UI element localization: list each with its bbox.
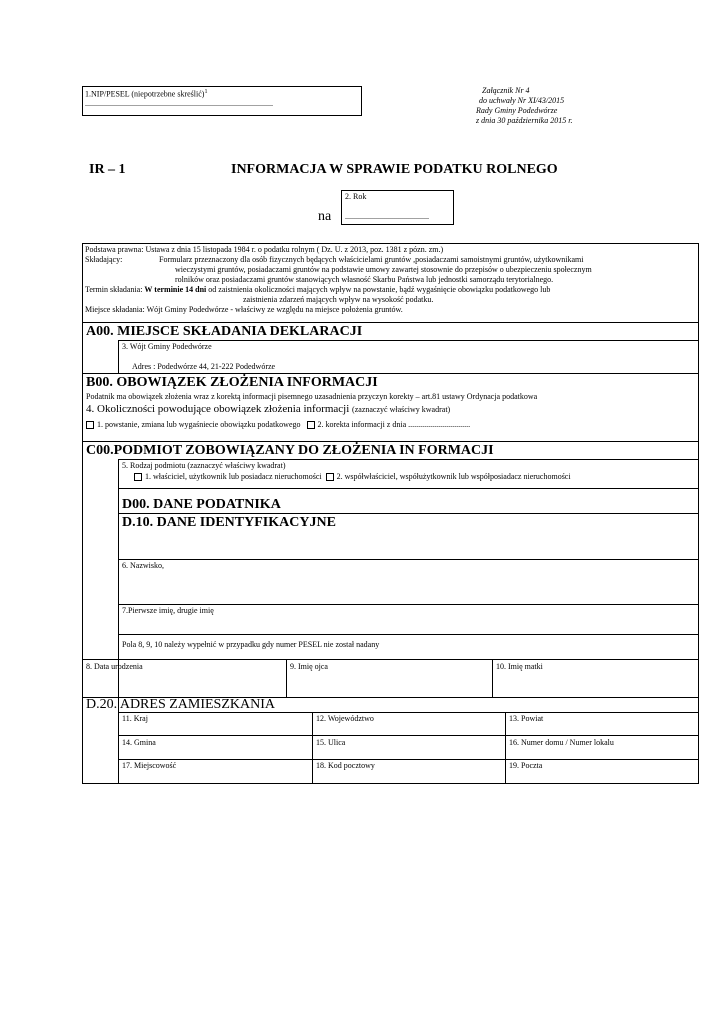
a00-indent-line (118, 340, 119, 373)
na-label: na (318, 209, 332, 224)
nip-pesel-label (85, 87, 207, 100)
option-co-owner: 2. współwłaściciel, współużytkownik lub współposiadacz nieruchomości (336, 472, 571, 481)
legal-basis-label: Podstawa prawna: (85, 245, 144, 254)
year-label: 2. Rok (345, 192, 367, 201)
checkbox-co-owner[interactable] (326, 473, 334, 481)
d20-divider-2 (505, 712, 506, 784)
intro-section (85, 245, 695, 315)
a00-top-line (82, 322, 699, 323)
legal-basis (85, 245, 695, 255)
annex-line-1: Załącznik Nr 4 (482, 86, 530, 95)
b00-field-4-hint: (zaznaczyć właściwy kwadrat) (352, 405, 451, 414)
nip-footnote-mark: 1 (204, 89, 208, 95)
submitter (85, 255, 695, 265)
year-field[interactable]: .......................................... (345, 212, 429, 221)
field-17-locality[interactable]: 17. Miejscowość (122, 761, 177, 770)
b00-options (86, 420, 470, 430)
deadline-text-2: zaistnienia zdarzeń mających wpływ na wysokość podatku. (243, 295, 434, 304)
nip-pesel-label-text: 1.NIP/PESEL (niepotrzebne skreślić) (85, 89, 205, 99)
form-code: IR – 1 (89, 162, 126, 177)
b00-field-4-label: 4. Okoliczności powodujące obowiązek złożenia informacji (86, 403, 350, 415)
annex-line-2: do uchwały Nr XI/43/2015 (479, 96, 565, 105)
field-10-mother-name[interactable]: 10. Imię matki (496, 662, 543, 671)
place-text: Wójt Gminy Podedwórze - właściwy ze względu na miejsce położenia gruntów. (146, 305, 403, 314)
submitter-line-1: Formularz przeznaczony dla osób fizycznych będących właścicielami gruntów ,posiadaczami samoistnymi gruntów, użytkownikami (159, 255, 584, 264)
b00-title: B00. OBOWIĄZEK ZŁOŻENIA INFORMACJI (86, 375, 378, 390)
a00-field-line (118, 340, 699, 341)
d10-title: D.10. DANE IDENTYFIKACYJNE (122, 515, 336, 530)
field-13-county[interactable]: 13. Powiat (509, 714, 544, 723)
place (85, 305, 695, 315)
field-6-surname[interactable]: 6. Nazwisko, (122, 561, 164, 570)
c00-title: C00.PODMIOT ZOBOWIĄZANY DO ZŁOŻENIA IN FORMACJI (86, 443, 494, 458)
a00-title: A00. MIEJSCE SKŁADANIA DEKLARACJI (86, 324, 363, 339)
field-8-birth-date[interactable]: 8. Data urodzenia (86, 662, 143, 671)
d20-title: D.20. ADRES ZAMIESZKANIA (86, 697, 275, 712)
d10-id-line (118, 559, 699, 560)
option-correction: 2. korekta informacji z dnia ............................... (317, 420, 471, 429)
c00-field-5: 5. Rodzaj podmiotu (zaznaczyć właściwy kwadrat) (122, 461, 286, 470)
submitter-line-3: rolników oraz posiadaczami gruntów stanowiących własność Skarbu Państwa lub jednostki samorządu terytorialnego. (175, 275, 554, 284)
c00-options (134, 472, 571, 482)
deadline (85, 285, 695, 295)
option-obligation-change: 1. powstanie, zmiana lub wygaśniecie obowiązku podatkowego (97, 420, 301, 429)
field-12-voivodeship[interactable]: 12. Województwo (316, 714, 374, 723)
option-owner: 1. właściciel, użytkownik lub posiadacz nieruchomości (145, 472, 322, 481)
deadline-label: Termin składania: (85, 285, 143, 294)
c00-top-line (82, 441, 699, 442)
place-label: Miejsce składania: (85, 305, 145, 314)
b00-top-line (82, 373, 699, 374)
deadline-text: od zaistnienia okoliczności mających wpływ na powstanie, bądź wygaśnięcie obowiązku podatkowego lub (208, 285, 551, 294)
row-8-10-divider-1 (286, 659, 287, 697)
b00-field-4 (86, 403, 450, 416)
d20-row-3-line (118, 759, 699, 760)
checkbox-obligation-change[interactable] (86, 421, 94, 429)
c00-field-line (118, 459, 699, 460)
annex-line-4: z dnia 30 października 2015 r. (476, 116, 573, 125)
pesel-note: Pola 8, 9, 10 należy wypełnić w przypadku gdy numer PESEL nie został nadany (122, 640, 380, 649)
pesel-note-line (118, 634, 699, 635)
a00-address: Adres : Podedwórze 44, 21-222 Podedwórze (132, 362, 276, 371)
deadline-bold: W terminie 14 dni (144, 285, 207, 294)
field-15-street[interactable]: 15. Ulica (316, 738, 346, 747)
d20-row-2-line (118, 735, 699, 736)
row-8-10-divider-2 (492, 659, 493, 697)
field-16-house-number[interactable]: 16. Numer domu / Numer lokalu (509, 738, 614, 747)
submitter-line-2: wieczystymi gruntów, posiadaczami gruntów na podstawie umowy zawartej stosownie do przepisów o ubezpieczeniu społecznym (175, 265, 592, 274)
row-8-10-top-line (82, 659, 699, 660)
annex-info (476, 86, 572, 126)
form-title: INFORMACJA W SPRAWIE PODATKU ROLNEGO (231, 162, 558, 177)
submitter-label: Składający: (85, 255, 123, 264)
d10-top-line (118, 513, 699, 514)
d20-divider-1 (312, 712, 313, 784)
legal-basis-text: Ustawa z dnia 15 listopada 1984 r. o podatku rolnym ( Dz. U. z 2013, poz. 1381 z pózn. zm.) (145, 245, 444, 254)
field-14-municipality[interactable]: 14. Gmina (122, 738, 156, 747)
field-7-names[interactable]: 7.Pierwsze imię, drugie imię (122, 606, 214, 615)
b00-note: Podatnik ma obowiązek złożenia wraz z korektą informacji pisemnego uzasadnienia przyczyn korekty – art.81 ustawy Ordynacja podatkowa (86, 392, 538, 401)
nip-pesel-field[interactable]: .............................................................................................. (85, 99, 273, 108)
d00-top-line (118, 488, 699, 489)
checkbox-correction[interactable] (307, 421, 315, 429)
field-18-postal-code[interactable]: 18. Kod pocztowy (316, 761, 375, 770)
field-9-father-name[interactable]: 9. Imię ojca (290, 662, 328, 671)
field-7-line (118, 604, 699, 605)
field-11-country[interactable]: 11. Kraj (122, 714, 148, 723)
d00-title: D00. DANE PODATNIKA (122, 497, 281, 512)
checkbox-owner[interactable] (134, 473, 142, 481)
d20-row-1-line (118, 712, 699, 713)
field-19-post-office[interactable]: 19. Poczta (509, 761, 543, 770)
annex-line-3: Rady Gminy Podedwórze (476, 106, 558, 115)
a00-field-3: 3. Wójt Gminy Podedwórze (122, 342, 212, 351)
